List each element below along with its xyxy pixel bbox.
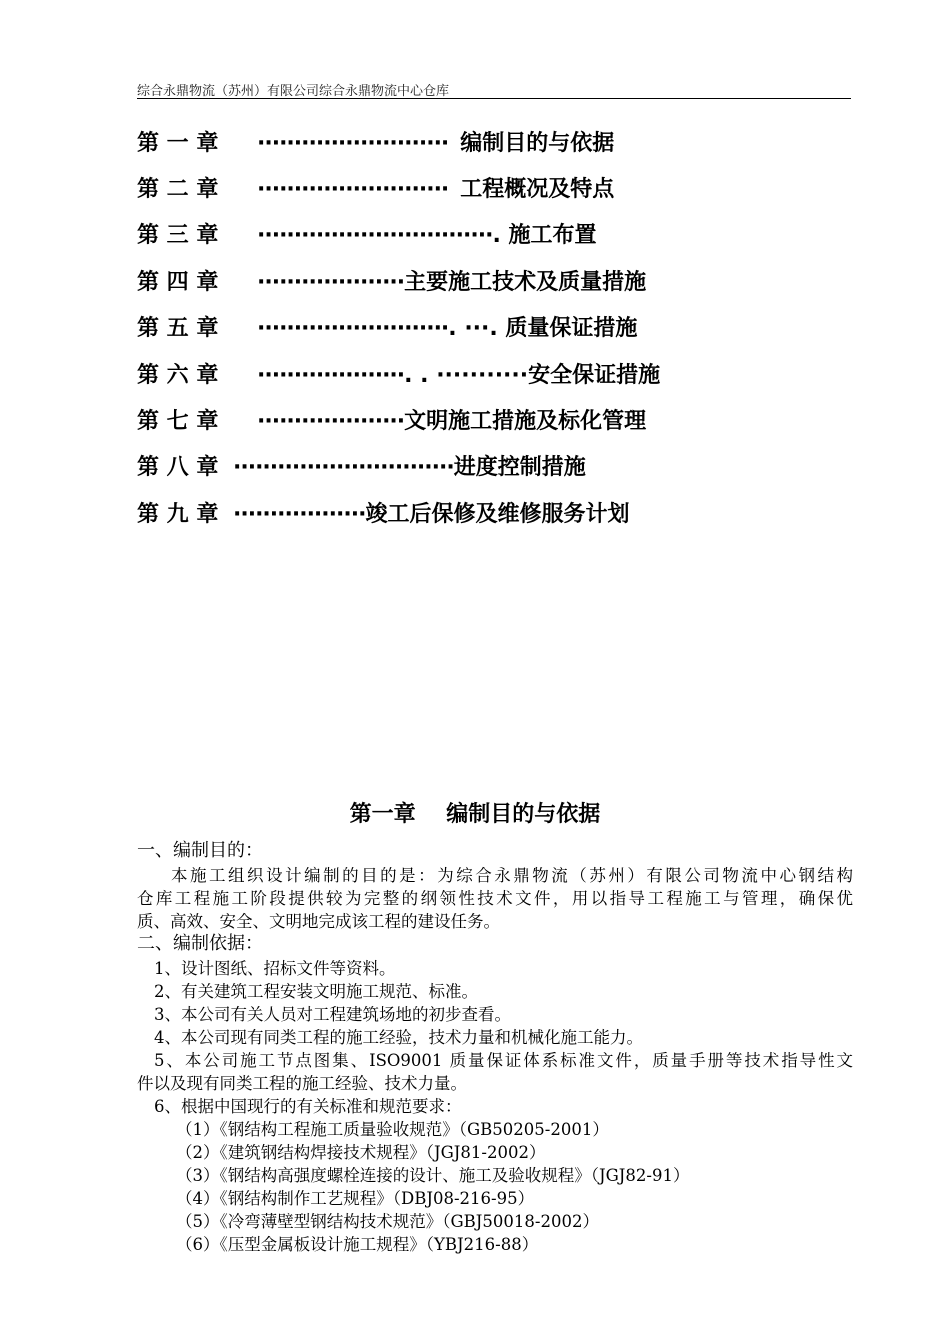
toc-entry-title: 工程概况及特点 xyxy=(460,177,615,202)
basis-item-6: 6、根据中国现行的有关标准和规范要求： xyxy=(154,1097,462,1116)
section-heading-purpose: 一、编制目的： xyxy=(137,840,263,861)
toc-entry-label: 第 九 章 xyxy=(137,502,219,527)
toc-entry-leader: ·························· xyxy=(257,316,449,341)
toc-entry-8[interactable] xyxy=(137,450,586,486)
toc-entry-leader: ·························· xyxy=(257,177,449,202)
standard-reference: （2）《建筑钢结构焊接技术规程》（JGJ81-2002） xyxy=(176,1143,546,1162)
basis-item-5-line: 件以及现有同类工程的施工经验、技术力量。 xyxy=(137,1074,467,1093)
standard-reference: （5）《冷弯薄壁型钢结构技术规范》（GBJ50018-2002） xyxy=(176,1212,599,1231)
standard-reference: （1）《钢结构工程施工质量验收规范》（GB50205-2001） xyxy=(176,1120,609,1139)
toc-entry-leader: ···················· xyxy=(257,363,405,388)
toc-entry-title: 竣工后保修及维修服务计划 xyxy=(365,502,630,527)
toc-entry-label: 第 五 章 xyxy=(137,316,219,341)
basis-item: 2、有关建筑工程安装文明施工规范、标准。 xyxy=(154,982,478,1001)
toc-entry-1[interactable] xyxy=(137,126,614,162)
section-heading-basis: 二、编制依据： xyxy=(137,933,263,954)
toc-entry-6[interactable] xyxy=(137,358,660,394)
toc-entry-title: 进度控制措施 xyxy=(453,455,586,480)
header-divider xyxy=(137,98,851,99)
toc-entry-label: 第 二 章 xyxy=(137,177,219,202)
purpose-paragraph-line: 本施工组织设计编制的目的是：为综合永鼎物流（苏州）有限公司物流中心钢结构 xyxy=(171,866,853,885)
toc-entry-title: 文明施工措施及标化管理 xyxy=(404,409,647,434)
toc-entry-title: 编制目的与依据 xyxy=(460,131,615,156)
toc-entry-label: 第 七 章 xyxy=(137,409,219,434)
toc-entry-2[interactable] xyxy=(137,172,614,208)
toc-entry-9[interactable] xyxy=(137,497,629,533)
toc-entry-title: . 施工布置 xyxy=(492,223,597,248)
purpose-paragraph-line: 仓库工程施工阶段提供较为完整的纲领性技术文件，用以指导工程施工与管理，确保优 xyxy=(137,889,853,908)
standard-reference: （6）《压型金属板设计施工规程》（YBJ216-88） xyxy=(176,1235,539,1254)
toc-entry-leader: ···················· xyxy=(257,270,405,295)
toc-entry-title: . . ···········安全保证措施 xyxy=(404,363,661,388)
toc-entry-leader: ···················· xyxy=(257,409,405,434)
basis-item: 4、本公司现有同类工程的施工经验，技术力量和机械化施工能力。 xyxy=(154,1028,643,1047)
toc-entry-title: . ···. 质量保证措施 xyxy=(448,316,638,341)
toc-entry-leader: ······························ xyxy=(233,455,454,480)
basis-item-5-line: 5、本公司施工节点图集、ISO9001 质量保证体系标准文件，质量手册等技术指导性文 xyxy=(154,1051,853,1070)
basis-item: 1、设计图纸、招标文件等资料。 xyxy=(154,959,396,978)
chapter-title: 第一章 编制目的与依据 xyxy=(349,802,601,827)
toc-entry-leader: ·················· xyxy=(233,502,366,527)
toc-entry-label: 第 三 章 xyxy=(137,223,219,248)
basis-item: 3、本公司有关人员对工程建筑场地的初步查看。 xyxy=(154,1005,511,1024)
toc-entry-label: 第 六 章 xyxy=(137,363,219,388)
toc-entry-leader: ·························· xyxy=(257,131,449,156)
purpose-paragraph-line: 质、高效、安全、文明地完成该工程的建设任务。 xyxy=(137,912,500,931)
toc-entry-leader: ································ xyxy=(257,223,493,248)
standard-reference: （4）《钢结构制作工艺规程》（DBJ08-216-95） xyxy=(176,1189,535,1208)
toc-entry-4[interactable] xyxy=(137,265,646,301)
toc-entry-label: 第 八 章 xyxy=(137,455,219,480)
toc-entry-3[interactable] xyxy=(137,218,596,254)
toc-entry-title: 主要施工技术及质量措施 xyxy=(404,270,647,295)
toc-entry-label: 第 四 章 xyxy=(137,270,219,295)
toc-entry-7[interactable] xyxy=(137,404,646,440)
page-header: 综合永鼎物流（苏州）有限公司综合永鼎物流中心仓库 xyxy=(137,84,450,99)
toc-entry-5[interactable] xyxy=(137,311,637,347)
toc-entry-label: 第 一 章 xyxy=(137,131,219,156)
standard-reference: （3）《钢结构高强度螺栓连接的设计、施工及验收规程》（JGJ82-91） xyxy=(176,1166,690,1185)
